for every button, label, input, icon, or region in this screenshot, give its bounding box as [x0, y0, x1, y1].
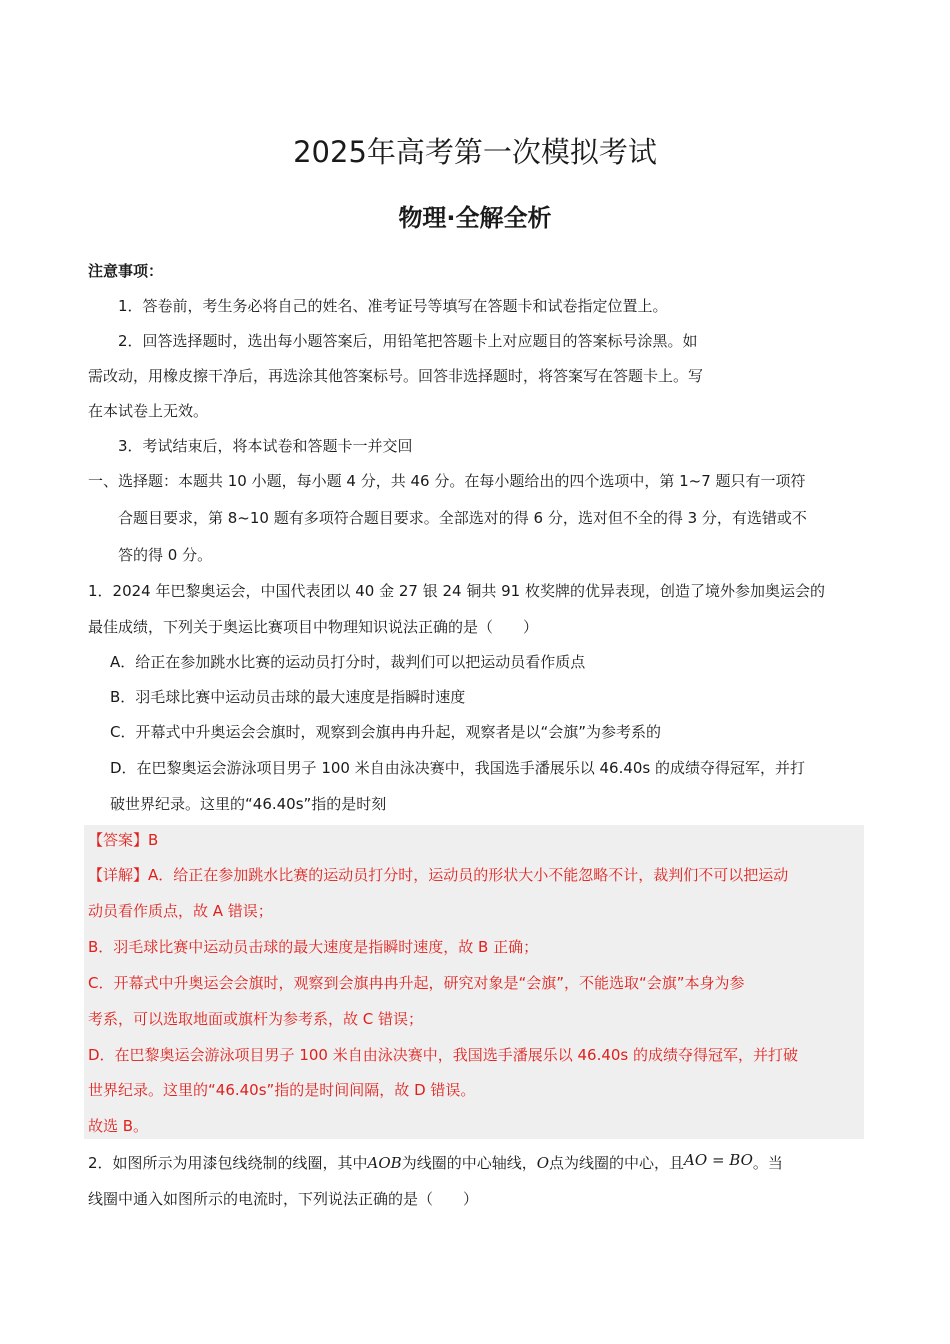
q2-equation: AO = BO [684, 1151, 753, 1169]
q2-axis-aob: AOB [367, 1154, 402, 1172]
q1-option-b: B．羽毛球比赛中运动员击球的最大速度是指瞬时速度 [110, 688, 466, 706]
notice-item-2-line-1: 2．回答选择题时，选出每小题答案后，用铅笔把答题卡上对应题目的答案标号涂黑。如 [118, 332, 698, 350]
q2-stem-text-b: 为线圈的中心轴线， [401, 1154, 537, 1172]
q1-option-a: A．给正在参加跳水比赛的运动员打分时，裁判们可以把运动员看作质点 [110, 653, 586, 671]
section-1-line-1: 一、选择题：本题共 10 小题，每小题 4 分，共 46 分。在每小题给出的四个选项中，第 1~7 题只有一项符 [88, 472, 806, 490]
q1-detail-line-4: C．开幕式中升奥运会会旗时，观察到会旗冉冉升起，研究对象是“会旗”，不能选取“会旗”本身为参 [88, 974, 745, 992]
q2-stem-text-a: 2．如图所示为用漆包线绕制的线圈，其中 [88, 1154, 368, 1172]
q1-stem-line-1: 1．2024 年巴黎奥运会，中国代表团以 40 金 27 银 24 铜共 91 枚奖牌的优异表现，创造了境外参加奥运会的 [88, 582, 825, 600]
q1-option-c: C．开幕式中升奥运会会旗时，观察到会旗冉冉升起，观察者是以“会旗”为参考系的 [110, 723, 662, 741]
section-1-line-3: 答的得 0 分。 [118, 546, 213, 564]
q1-detail-line-6: D．在巴黎奥运会游泳项目男子 100 米自由泳决赛中，我国选手潘展乐以 46.40s 的成绩夺得冠军，并打破 [88, 1046, 799, 1064]
q2-stem-line-1 [88, 1151, 783, 1175]
page-title: 2025年高考第一次模拟考试 [293, 135, 657, 169]
notice-item-1: 1．答卷前，考生务必将自己的姓名、准考证号等填写在答题卡和试卷指定位置上。 [118, 297, 668, 315]
notice-item-2-line-3: 在本试卷上无效。 [88, 402, 209, 420]
q2-point-o: O [536, 1154, 550, 1172]
q1-option-d-line-1: D．在巴黎奥运会游泳项目男子 100 米自由泳决赛中，我国选手潘展乐以 46.40s 的成绩夺得冠军，并打 [110, 759, 806, 777]
q1-option-d-line-2: 破世界纪录。这里的“46.40s”指的是时刻 [110, 795, 387, 813]
q1-detail-line-8: 故选 B。 [88, 1117, 149, 1135]
notice-item-2-line-2: 需改动，用橡皮擦干净后，再选涂其他答案标号。回答非选择题时，将答案写在答题卡上。写 [88, 367, 704, 385]
q1-detail-line-5: 考系，可以选取地面或旗杆为参考系，故 C 错误； [88, 1010, 424, 1028]
q1-stem-line-2: 最佳成绩，下列关于奥运比赛项目中物理知识说法正确的是（ ） [88, 618, 539, 636]
q1-detail-line-3: B．羽毛球比赛中运动员击球的最大速度是指瞬时速度，故 B 正确； [88, 938, 539, 956]
q1-answer: 【答案】B [88, 831, 159, 849]
page-subtitle: 物理·全解全析 [398, 204, 552, 232]
q2-stem-line-2: 线圈中通入如图所示的电流时，下列说法正确的是（ ） [88, 1190, 479, 1208]
section-1-line-2: 合题目要求，第 8~10 题有多项符合题目要求。全部选对的得 6 分，选对但不全的得 3 分，有选错或不 [118, 509, 807, 527]
notice-item-3: 3．考试结束后，将本试卷和答题卡一并交回 [118, 437, 413, 455]
notice-heading: 注意事项： [88, 262, 164, 280]
q2-stem-text-d: 。当 [752, 1154, 783, 1172]
q1-detail-line-1: 【详解】A．给正在参加跳水比赛的运动员打分时，运动员的形状大小不能忽略不计，裁判们不可以把运动 [88, 866, 789, 884]
q2-stem-text-c: 点为线圈的中心，且 [549, 1154, 685, 1172]
q1-detail-line-2: 动员看作质点，故 A 错误； [88, 902, 273, 920]
q1-detail-line-7: 世界纪录。这里的“46.40s”指的是时间间隔，故 D 错误。 [88, 1081, 476, 1099]
